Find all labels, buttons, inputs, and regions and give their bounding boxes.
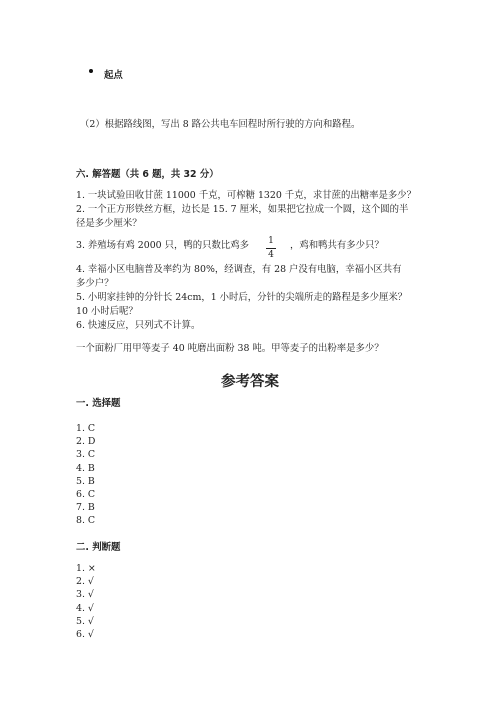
bullet-dot-icon (89, 69, 93, 73)
list-item: 2. √ (76, 576, 94, 588)
problem-6-detail: 一个面粉厂用甲等麦子 40 吨磨出面粉 38 吨。甲等麦子的出粉率是多少？ (76, 343, 384, 354)
list-item: 4. B (76, 462, 95, 474)
list-item: 4. √ (76, 602, 94, 614)
answers-part-1-heading: 一. 选择题 (76, 398, 121, 409)
problem-5-line-1: 5. 小明家挂钟的分针长 24cm，1 小时后，分针的尖端所走的路程是多少厘米？ (76, 292, 408, 303)
answers-part-2-heading: 二. 判断题 (76, 542, 121, 553)
list-item: 3. C (76, 449, 96, 461)
problem-6: 6. 快速反应，只列式不计算。 (76, 320, 201, 331)
fraction-bar (266, 248, 276, 249)
fraction-denominator: 4 (268, 250, 274, 260)
answers-title: 参考答案 (221, 374, 279, 390)
list-item: 6. C (76, 488, 96, 500)
fraction-one-quarter (265, 236, 277, 261)
list-item: 1. C (76, 423, 96, 434)
section-6-heading: 六. 解答题（共 6 题，共 32 分） (76, 169, 219, 180)
problem-4-line-1: 4. 幸福小区电脑普及率约为 80%，经调查，有 28 户没有电脑，幸福小区共有 (76, 264, 402, 275)
list-item: 3. √ (76, 589, 94, 601)
problem-2-line-1: 2. 一个正方形铁丝方框，边长是 15. 7 厘米，如果把它拉成一个圆，这个圆的半 (76, 204, 409, 215)
list-item: 6. √ (76, 628, 94, 640)
start-label: 起点 (104, 70, 123, 81)
list-item: 5. B (76, 475, 95, 487)
list-item: 5. √ (76, 615, 94, 627)
list-item: 7. B (76, 502, 95, 514)
list-item: 2. D (76, 436, 96, 448)
answers-part-2-list (76, 563, 96, 642)
question-2: （2）根据路线图，写出 8 路公共电车回程时所行驶的方向和路程。 (80, 119, 361, 130)
problem-3-tail: ，鸡和鸭共有多少只？ (290, 240, 384, 251)
fraction-numerator: 1 (268, 236, 274, 246)
answers-part-1-list (76, 423, 95, 529)
problem-5-line-2: 10 小时后呢？ (76, 306, 138, 317)
problem-2-line-2: 径是多少厘米？ (76, 218, 142, 229)
problem-3-text: 3. 养殖场有鸡 2000 只，鸭的只数比鸡多 (76, 240, 249, 251)
list-item: 8. C (76, 515, 96, 527)
problem-4-line-2: 多少户？ (76, 278, 114, 289)
problem-1: 1. 一块试验田收甘蔗 11000 千克，可榨糖 1320 千克，求甘蔗的出糖率是多少？ (76, 190, 417, 201)
list-item: 1. × (76, 563, 96, 574)
